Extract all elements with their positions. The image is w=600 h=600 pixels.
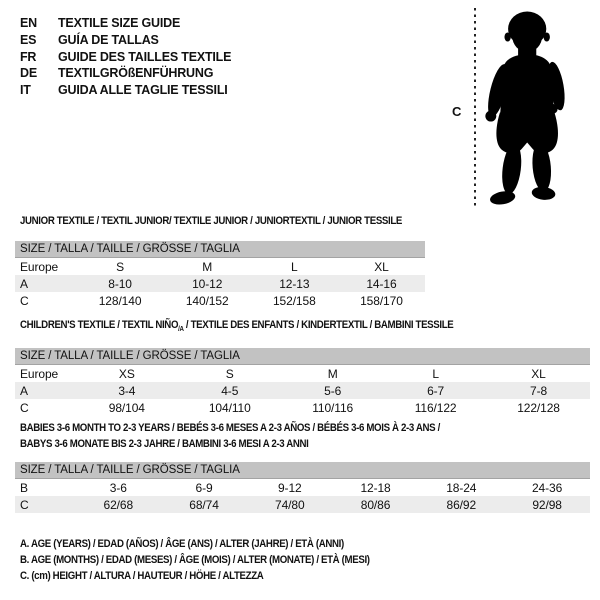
size-cell: 104/110: [208, 400, 251, 415]
size-cell: 10-12: [164, 275, 251, 292]
language-code: FR: [20, 49, 37, 64]
size-cell: 5-6: [281, 382, 384, 399]
children-title-sub: /A: [178, 326, 184, 334]
height-measure-label-c: C: [452, 104, 462, 119]
size-cell: 62/68: [75, 496, 161, 513]
language-row: [20, 32, 231, 49]
size-header-label: SIZE / TALLA / TAILLE / GRÖSSE / TAGLIA: [15, 241, 425, 258]
language-label: TEXTILGRÖßENFÜHRUNG: [58, 66, 214, 81]
language-label: GUIDE DES TAILLES TEXTILE: [58, 49, 232, 64]
children-size-table: [15, 348, 590, 416]
language-code: EN: [20, 16, 37, 30]
size-cell: 152/158: [272, 293, 316, 308]
size-cell: 9-12: [277, 480, 302, 495]
table-row-height: [15, 496, 590, 513]
size-cell: XS: [118, 366, 135, 381]
size-cell: 98/104: [108, 400, 145, 415]
size-cell: S: [225, 366, 234, 381]
language-code: ES: [20, 32, 37, 47]
language-row: [20, 15, 231, 32]
table-row-height: [15, 292, 425, 309]
size-cell: 74/80: [247, 496, 333, 513]
height-measure-dotted-line: [474, 8, 476, 206]
size-cell: M: [202, 259, 213, 274]
size-cell: XL: [374, 259, 389, 274]
language-row: [20, 49, 231, 66]
size-cell: 3-4: [75, 382, 178, 399]
row-label: B: [20, 480, 28, 495]
size-header-bar: [15, 348, 590, 365]
size-cell: 158/170: [360, 293, 403, 308]
babies-title-line1: BABIES 3-6 MONTH TO 2-3 YEARS / BEBÉS 3-6 MESES A 2-3 AÑOS / BÉBÉS 3-6 MOIS À 2-3 ANS /: [20, 422, 440, 434]
language-label: GUIDA ALLE TAGLIE TESSILI: [58, 83, 228, 98]
language-row: [20, 82, 231, 99]
size-cell: 140/152: [185, 293, 229, 308]
size-cell: 12-13: [251, 275, 338, 292]
size-cell: 86/92: [418, 496, 504, 513]
size-header-label: SIZE / TALLA / TAILLE / GRÖSSE / TAGLIA: [15, 462, 590, 479]
size-cell: 18-24: [446, 480, 477, 495]
size-cell: 80/86: [333, 496, 419, 513]
children-title-suffix: / TEXTILE DES ENFANTS / KINDERTEXTIL / BAMBINI TESSILE: [183, 319, 454, 331]
size-cell: 6-9: [195, 480, 213, 495]
table-row-age-months: [15, 479, 590, 497]
size-cell: 14-16: [338, 275, 425, 292]
size-cell: L: [291, 259, 298, 274]
language-code: IT: [20, 83, 31, 98]
size-cell: 122/128: [517, 400, 560, 415]
size-cell: 92/98: [504, 496, 590, 513]
junior-size-table: [15, 241, 425, 309]
footnote-b: B. AGE (MONTHS) / EDAD (MESES) / ÂGE (MOIS) / ALTER (MONATE) / ETÀ (MESI): [20, 554, 370, 566]
row-label: C: [20, 293, 29, 308]
table-row-height: [15, 399, 590, 416]
size-cell: 3-6: [109, 480, 127, 495]
size-header-bar: [15, 241, 425, 258]
size-cell: M: [327, 366, 338, 381]
size-cell: 7-8: [487, 382, 590, 399]
size-cell: 12-18: [360, 480, 391, 495]
size-cell: 116/122: [414, 400, 457, 415]
children-title-prefix: CHILDREN'S TEXTILE / TEXTIL NIÑO: [20, 319, 179, 331]
footnote-c: C. (cm) HEIGHT / ALTURA / HAUTEUR / HÖHE / ALTEZZA: [20, 570, 264, 582]
row-label: A: [15, 275, 77, 292]
table-row-age: [15, 382, 590, 399]
size-cell: S: [116, 259, 125, 274]
row-label: Europe: [20, 259, 59, 274]
children-section-title: [20, 317, 453, 338]
row-label: Europe: [20, 366, 59, 381]
toddler-silhouette: [479, 4, 579, 210]
row-label: C: [15, 496, 75, 513]
size-cell: 4-5: [178, 382, 281, 399]
language-header: [20, 15, 231, 99]
size-cell: 110/116: [312, 400, 354, 415]
size-header-bar: [15, 462, 590, 479]
size-cell: 8-10: [77, 275, 164, 292]
size-cell: 6-7: [384, 382, 487, 399]
footnote-a: A. AGE (YEARS) / EDAD (AÑOS) / ÂGE (ANS) / ALTER (JAHRE) / ETÀ (ANNI): [20, 538, 344, 550]
row-label: C: [20, 400, 29, 415]
size-cell: 128/140: [98, 293, 142, 308]
junior-section-title: JUNIOR TEXTILE / TEXTIL JUNIOR/ TEXTILE JUNIOR / JUNIORTEXTIL / JUNIOR TESSILE: [20, 215, 403, 227]
babies-title-line2: BABYS 3-6 MONATE BIS 2-3 JAHRE / BAMBINI 3-6 MESI A 2-3 ANNI: [20, 438, 309, 450]
table-row-age: [15, 275, 425, 292]
size-header-label: SIZE / TALLA / TAILLE / GRÖSSE / TAGLIA: [15, 348, 590, 365]
babies-size-table: [15, 462, 590, 513]
size-cell: XL: [531, 366, 546, 381]
language-label: GUÍA DE TALLAS: [58, 32, 159, 47]
language-row: [20, 65, 231, 82]
table-row-europe: [15, 258, 425, 276]
size-cell: 68/74: [161, 496, 247, 513]
size-cell: L: [432, 366, 439, 381]
table-row-europe: [15, 365, 590, 383]
row-label: A: [15, 382, 75, 399]
size-cell: 24-36: [531, 480, 563, 495]
footnotes: [20, 536, 370, 584]
language-code: DE: [20, 66, 37, 81]
babies-section-title: [20, 420, 440, 452]
language-label: TEXTILE SIZE GUIDE: [58, 16, 181, 30]
